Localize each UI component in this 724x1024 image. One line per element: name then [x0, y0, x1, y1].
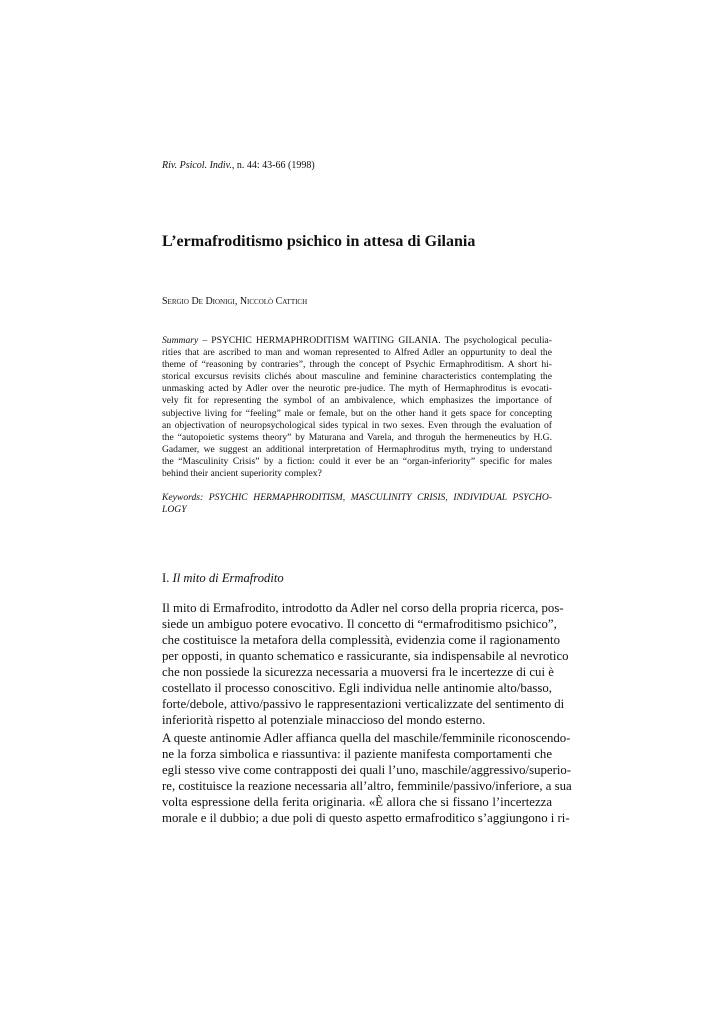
- abstract: [162, 335, 552, 480]
- paragraph-line: siede un ambiguo potere evocativo. Il concetto di “ermafroditismo psichico”,: [162, 617, 557, 631]
- article-title: L’ermafroditismo psichico in attesa di Gilania: [162, 233, 476, 250]
- paragraph-line: ne la forza simbolica e riassuntiva: il paziente manifesta comportamenti che: [162, 747, 552, 761]
- body-paragraph: [162, 730, 572, 826]
- section-heading: [162, 570, 284, 586]
- section-title: Il mito di Ermafrodito: [172, 571, 284, 585]
- paragraph-line: che non possiede la sicurezza necessaria a muoversi fra le incertezze di cui è: [162, 665, 554, 679]
- paragraph-line: per opposti, in quanto schematico e rassicurante, sia indispensabile al nevrotico: [162, 649, 569, 663]
- abstract-line: an objectivation of neuropsychological sides typical in two sexes. Even through the evaluation of: [162, 419, 552, 431]
- paragraph-line: forte/debole, attivo/passivo le rappresentazioni verticalizzate del sentimento di: [162, 697, 565, 711]
- keywords: [162, 492, 552, 516]
- abstract-line: theme of “reasoning by contraries”, through the concept of Psychic Ermaphroditism. A short hi-: [162, 359, 552, 371]
- paragraph-line: volta espressione della ferita originaria. «È allora che si fissano l’incertezza: [162, 795, 552, 809]
- abstract-line: subjective living for “feeling” male or female, but on the other hand it gets space for concepting: [162, 407, 552, 419]
- keywords-line: Keywords: PSYCHIC HERMAPHRODITISM, MASCULINITY CRISIS, INDIVIDUAL PSYCHO-: [162, 492, 552, 503]
- section-number: I.: [162, 571, 173, 585]
- body-paragraph: [162, 600, 569, 728]
- abstract-line: Summary – PSYCHIC HERMAPHRODITISM WAITING GILANIA. The psychological peculia-: [162, 335, 552, 346]
- paragraph-line: che costituisce la metafora della complessità, evidenzia come il ragionamento: [162, 633, 560, 647]
- paragraph-line: egli stesso vive come contrapposti dei quali l’uno, maschile/aggressivo/superio-: [162, 763, 572, 777]
- abstract-label: Summary: [162, 335, 199, 346]
- journal-citation: [162, 160, 315, 172]
- paragraph-line: inferiorità rispetto al potenziale minaccioso del mondo esterno.: [162, 713, 486, 727]
- abstract-line: storical excursus revisits clichés about masculine and feminine characteristics contemplating the: [162, 371, 552, 383]
- abstract-line: the “Masculinity Crisis” by a fiction: could it ever be an “organ-inferiority” specific for males: [162, 455, 552, 467]
- paragraph-line: costellato il processo conoscitivo. Egli individua nelle antinomie alto/basso,: [162, 681, 552, 695]
- paragraph-line: morale e il dubbio; a due poli di questo aspetto ermafroditico s’aggiungono i ri-: [162, 811, 570, 825]
- paragraph-line: A queste antinomie Adler affianca quella del maschile/femminile riconoscendo-: [162, 731, 571, 745]
- paragraph-line: Il mito di Ermafrodito, introdotto da Adler nel corso della propria ricerca, pos-: [162, 601, 564, 615]
- abstract-line: Gadamer, we suggest an additional interpretation of Hermaphroditus myth, trying to understand: [162, 443, 552, 455]
- abstract-line: vely fit for representing the symbol of an ambivalence, which emphasizes the importance of: [162, 395, 552, 407]
- keywords-line: LOGY: [162, 504, 187, 516]
- paragraph-line: re, costituisce la reazione necessaria all’altro, femminile/passivo/inferiore, a sua: [162, 779, 572, 793]
- journal-name: Riv. Psicol. Indiv.: [162, 160, 232, 171]
- abstract-line: rities that are ascribed to man and woman represented to Alfred Adler an oppurtunity to deal the: [162, 347, 552, 359]
- abstract-line: behind their ancient superiority complex?: [162, 468, 322, 480]
- abstract-line: unmasking acted by Adler over the neurotic pre-judice. The myth of Hermaphroditus is evocati-: [162, 383, 552, 395]
- journal-issue: , n. 44: 43-66 (1998): [231, 160, 315, 171]
- abstract-line: the “autopoietic systems theory” by Maturana and Varela, and throguh the hermeneutics by H.G.: [162, 431, 552, 443]
- article-authors: Sergio De Dionigi, Niccolò Cattich: [162, 296, 308, 307]
